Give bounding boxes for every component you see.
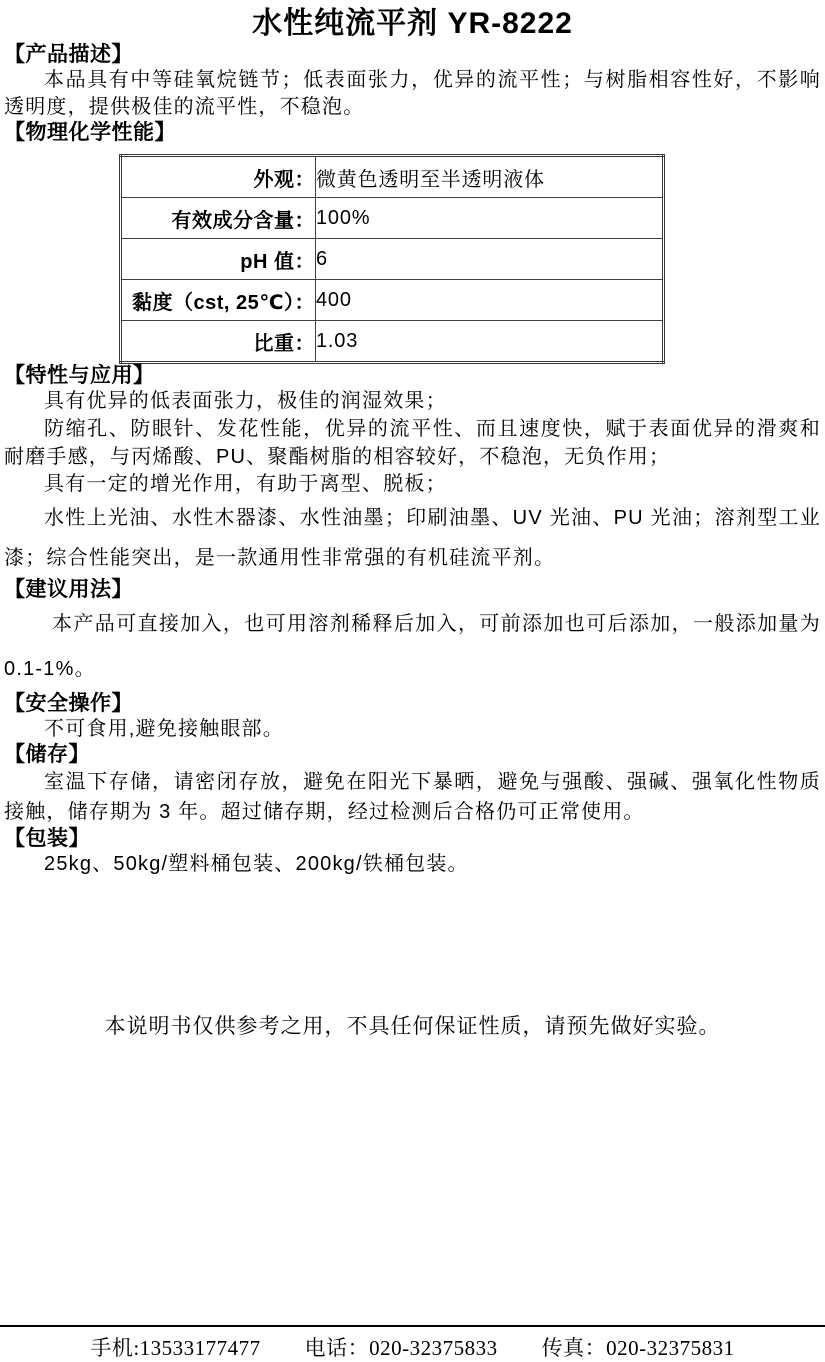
property-label: 比重： — [121, 321, 316, 363]
footer-mobile: 手机:13533177477 — [90, 1336, 261, 1360]
property-value: 6 — [316, 239, 664, 280]
property-value: 微黄色透明至半透明液体 — [316, 156, 664, 198]
page-footer — [0, 1325, 825, 1362]
section-heading-suggested-usage: 【建议用法】 — [4, 578, 133, 601]
property-label: 黏度（cst, 25℃）： — [121, 280, 316, 321]
section-heading-product-description: 【产品描述】 — [4, 43, 133, 66]
footer-contact-line — [0, 1327, 825, 1362]
property-value: 100% — [316, 198, 664, 239]
table-row-appearance — [121, 156, 664, 198]
features-paragraph: 具有优异的低表面张力，极佳的润湿效果； — [44, 390, 447, 412]
page-title: 水性纯流平剂 YR-8222 — [252, 7, 573, 40]
features-paragraph: 防缩孔、防眼针、发花性能，优异的流平性、而且速度快，赋于表面优异的滑爽和耐磨手感，与丙烯酸、PU、聚酯树脂的相容较好，不稳泡，无负作用； — [4, 418, 821, 468]
property-label: 外观： — [121, 156, 316, 198]
property-value: 1.03 — [316, 321, 664, 363]
features-paragraph: 具有一定的增光作用，有助于离型、脱板； — [44, 473, 447, 495]
suggested-usage-text: 本产品可直接加入，也可用溶剂稀释后加入，可前添加也可后添加，一般添加量为 0.1-1%。 — [4, 613, 821, 680]
section-heading-physical-properties: 【物理化学性能】 — [4, 121, 176, 144]
table-row-specific-gravity — [121, 321, 664, 363]
section-heading-storage: 【储存】 — [4, 743, 90, 766]
footer-phone: 电话：020-32375833 — [304, 1336, 498, 1360]
table-row-ph — [121, 239, 664, 280]
document-page — [0, 5, 825, 1041]
packaging-text: 25kg、50kg/塑料桶包装、200kg/铁桶包装。 — [44, 853, 469, 875]
property-value: 400 — [316, 280, 664, 321]
section-heading-safety: 【安全操作】 — [4, 692, 133, 715]
disclaimer-text: 本说明书仅供参考之用，不具任何保证性质，请预先做好实验。 — [104, 1015, 721, 1038]
storage-text: 室温下存储，请密闭存放，避免在阳光下暴晒，避免与强酸、强碱、强氧化性物质接触，储存期为 3 年。超过储存期，经过检测后合格仍可正常使用。 — [4, 771, 821, 823]
property-label: 有效成分含量： — [121, 198, 316, 239]
safety-text: 不可食用,避免接触眼部。 — [44, 718, 284, 740]
property-label: pH 值： — [121, 239, 316, 280]
product-description-text: 本品具有中等硅氧烷链节；低表面张力，优异的流平性；与树脂相容性好，不影响透明度，提供极佳的流平性，不稳泡。 — [4, 69, 821, 118]
section-heading-packaging: 【包装】 — [4, 827, 90, 850]
features-paragraph: 水性上光油、水性木器漆、水性油墨；印刷油墨、UV 光油、PU 光油；溶剂型工业漆；综合性能突出，是一款通用性非常强的有机硅流平剂。 — [4, 507, 821, 569]
table-row-viscosity — [121, 280, 664, 321]
table-row-active-content — [121, 198, 664, 239]
footer-fax: 传真：020-32375831 — [541, 1336, 735, 1360]
physical-properties-table — [119, 154, 665, 364]
section-heading-features-applications: 【特性与应用】 — [4, 364, 155, 387]
